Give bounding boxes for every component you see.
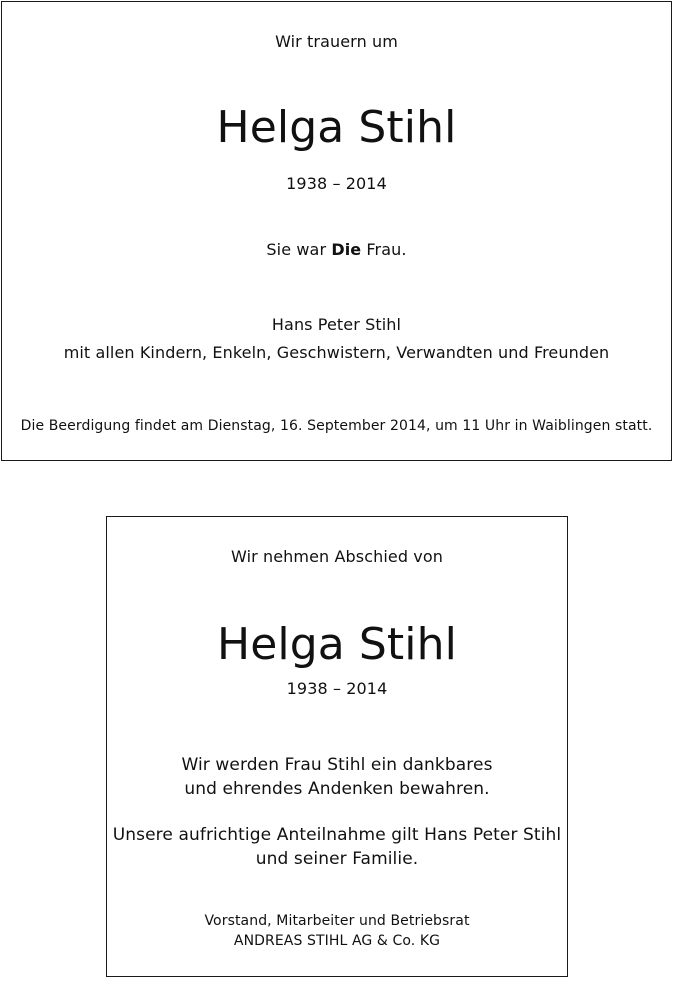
life-dates: 1938 – 2014 bbox=[286, 174, 387, 193]
mourner-family: mit allen Kindern, Enkeln, Geschwistern, Verwandten und Freunden bbox=[63, 343, 610, 362]
remembrance-line-1: Wir werden Frau Stihl ein dankbares bbox=[181, 755, 493, 775]
deceased-name: Helga Stihl bbox=[216, 102, 457, 153]
life-dates: 1938 – 2014 bbox=[286, 679, 388, 698]
funeral-details: Die Beerdigung findet am Dienstag, 16. September 2014, um 11 Uhr in Waiblingen statt. bbox=[20, 418, 653, 434]
remembrance-line-2: und ehrendes Andenken bewahren. bbox=[184, 779, 490, 799]
deceased-name: Helga Stihl bbox=[217, 619, 457, 670]
notice-intro: Wir trauern um bbox=[275, 32, 398, 51]
family-obituary-notice bbox=[1, 1, 672, 461]
condolence-line-2: und seiner Familie. bbox=[255, 849, 419, 869]
tribute-emphasis: Die bbox=[331, 240, 362, 259]
tribute-text-before: Sie war bbox=[266, 240, 332, 259]
tribute-text-after: Frau. bbox=[361, 240, 407, 259]
condolence-line-1: Unsere aufrichtige Anteilnahme gilt Hans Peter Stihl bbox=[112, 825, 562, 845]
signature-company: ANDREAS STIHL AG & Co. KG bbox=[233, 933, 441, 949]
signature-line-1: Vorstand, Mitarbeiter und Betriebsrat bbox=[204, 913, 470, 929]
mourner-name: Hans Peter Stihl bbox=[271, 315, 402, 334]
notice-intro: Wir nehmen Abschied von bbox=[231, 547, 443, 566]
company-obituary-notice bbox=[106, 516, 568, 977]
tribute-line bbox=[2, 240, 671, 260]
